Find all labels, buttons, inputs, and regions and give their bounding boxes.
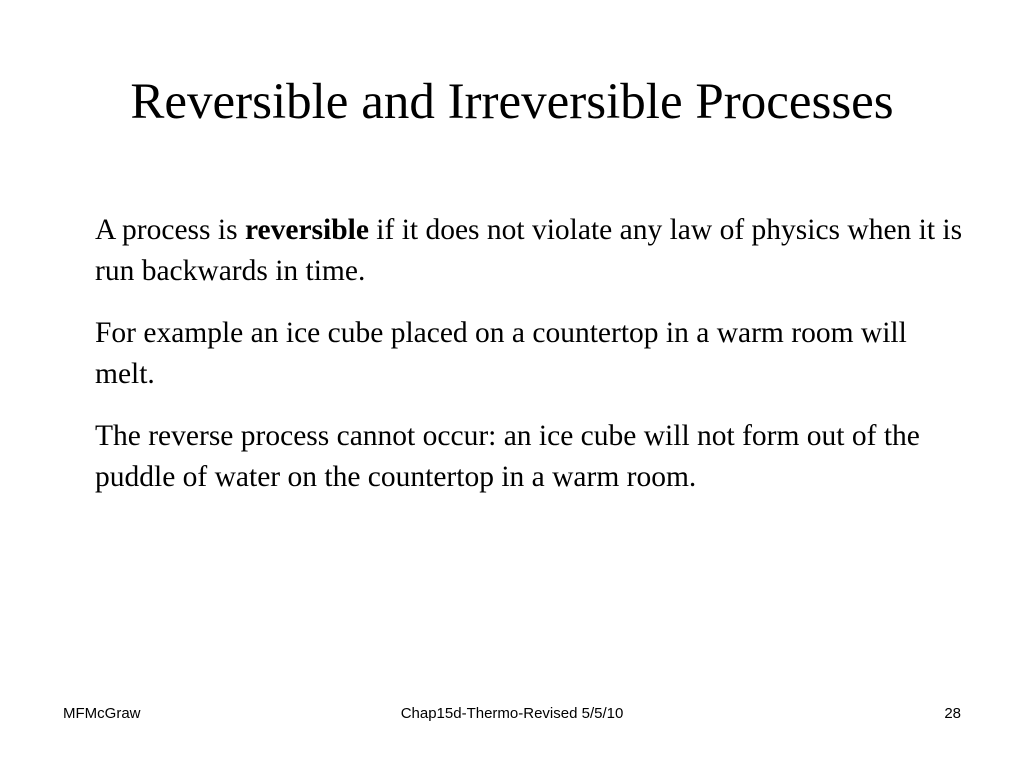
slide-body: [95, 210, 965, 519]
footer-author: MFMcGraw: [63, 705, 141, 722]
paragraph-reversible-definition: [95, 210, 965, 292]
slide-title: Reversible and Irreversible Processes: [130, 74, 894, 130]
paragraph-ice-cube-example: For example an ice cube placed on a countertop in a warm room will melt.: [95, 317, 907, 390]
bold-term-reversible: reversible: [244, 214, 369, 246]
footer-file-name: Chap15d-Thermo-Revised 5/5/10: [400, 705, 624, 722]
paragraph-text-after: if it does not violate any law of physics when it is run backwards in time.: [95, 214, 963, 287]
paragraph-text-before: A process is: [95, 214, 245, 246]
footer-page-number: 28: [944, 705, 961, 722]
paragraph-reverse-process: The reverse process cannot occur: an ice cube will not form out of the puddle of water on the countertop in a warm room.: [95, 420, 920, 493]
